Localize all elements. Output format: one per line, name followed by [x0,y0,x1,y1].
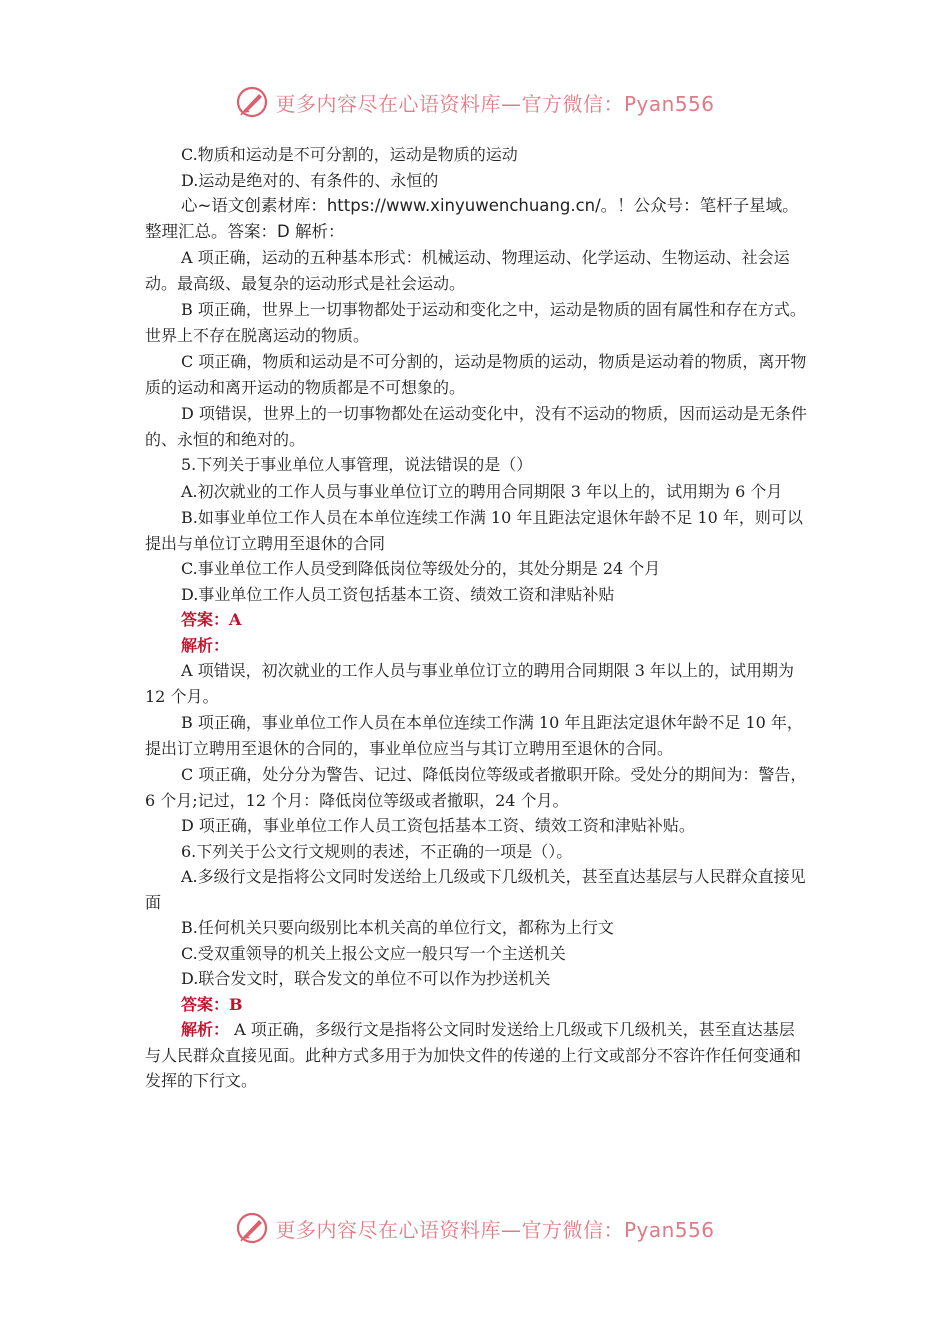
q5-analysis-label: 解析： [181,635,230,655]
q4-option-d: D.运动是绝对的、有条件的、永恒的 [181,170,439,190]
header-brand-text: 更多内容尽在心语资料库—官方微信：Pyan556 [275,91,715,116]
q4-explain-c: C 项正确，物质和运动是不可分割的，运动是物质的运动，物质是运动着的物质，离开物质的运动和离开运动的物质都是不可想象的。 [145,352,807,397]
q5-answer: 答案：A [181,610,242,629]
footer-banner [0,1208,950,1248]
q5-question: 5.下列关于事业单位人事管理，说法错误的是（） [181,455,533,474]
q6-option-a: A.多级行文是指将公文同时发送给上几级或下几级机关，甚至直达基层与人民群众直接见面 [145,867,806,912]
q4-explain-b: B 项正确，世界上一切事物都处于运动和变化之中，运动是物质的固有属性和存在方式。世界上不存在脱离运动的物质。 [145,300,806,345]
q5-explain-d: D 项正确，事业单位工作人员工资包括基本工资、绩效工资和津贴补贴。 [181,816,695,835]
q4-option-c: C.物质和运动是不可分割的，运动是物质的运动 [181,145,518,164]
source-site-line: 心~语文创素材库：https://www.xinyuwenchuang.cn/。！公众号：笔杆子星域。整理汇总。答案：D 解析： [145,196,799,241]
q5-explain-c: C 项正确，处分分为警告、记过、降低岗位等级或者撤职开除。受处分的期间为：警告，6 个月;记过，12 个月：降低岗位等级或者撤职，24 个月。 [145,765,807,810]
q6-explain-text: A 项正确，多级行文是指将公文同时发送给上几级或下几级机关，甚至直达基层与人民群众直接见面。此种方式多用于为加快文件的传递的上行文或部分不容许作任何变通和发挥的下行文。 [145,1020,802,1090]
q5-explain-a: A 项错误，初次就业的工作人员与事业单位订立的聘用合同期限 3 年以上的，试用期为 12 个月。 [145,661,794,706]
q5-option-a: A.初次就业的工作人员与事业单位订立的聘用合同期限 3 年以上的，试用期为 6 个月 [181,481,783,501]
q4-explain-a: A 项正确，运动的五种基本形式：机械运动、物理运动、化学运动、生物运动、社会运动。最高级、最复杂的运动形式是社会运动。 [145,248,790,293]
q6-answer: 答案：B [181,994,243,1014]
q6-question: 6.下列关于公文行文规则的表述，不正确的一项是（）。 [181,841,573,861]
q6-option-d: D.联合发文时，联合发文的单位不可以作为抄送机关 [181,969,551,988]
document-body [145,142,810,1094]
q6-explain [145,1017,810,1094]
q4-explain-d: D 项错误，世界上的一切事物都处在运动变化中，没有不运动的物质，因而运动是无条件的、永恒的和绝对的。 [145,404,807,449]
q5-option-d: D.事业单位工作人员工资包括基本工资、绩效工资和津贴补贴 [181,584,615,604]
footer-brand-text: 更多内容尽在心语资料库—官方微信：Pyan556 [275,1217,715,1242]
q6-option-c: C.受双重领导的机关上报公文应一般只写一个主送机关 [181,943,566,963]
q6-analysis-label: 解析： [181,1020,230,1039]
pen-logo-icon [235,1211,269,1245]
q5-option-c: C.事业单位工作人员受到降低岗位等级处分的，其处分期是 24 个月 [181,559,661,578]
header-banner [0,82,950,122]
q5-explain-b: B 项正确，事业单位工作人员在本单位连续工作满 10 年且距法定退休年龄不足 10 年，提出订立聘用至退休的合同的，事业单位应当与其订立聘用至退休的合同。 [145,713,803,758]
q6-option-b: B.任何机关只要向级别比本机关高的单位行文，都称为上行文 [181,918,614,937]
q5-option-b: B.如事业单位工作人员在本单位连续工作满 10 年且距法定退休年龄不足 10 年，则可以提出与单位订立聘用至退休的合同 [145,508,803,553]
pen-logo-icon [235,85,269,119]
